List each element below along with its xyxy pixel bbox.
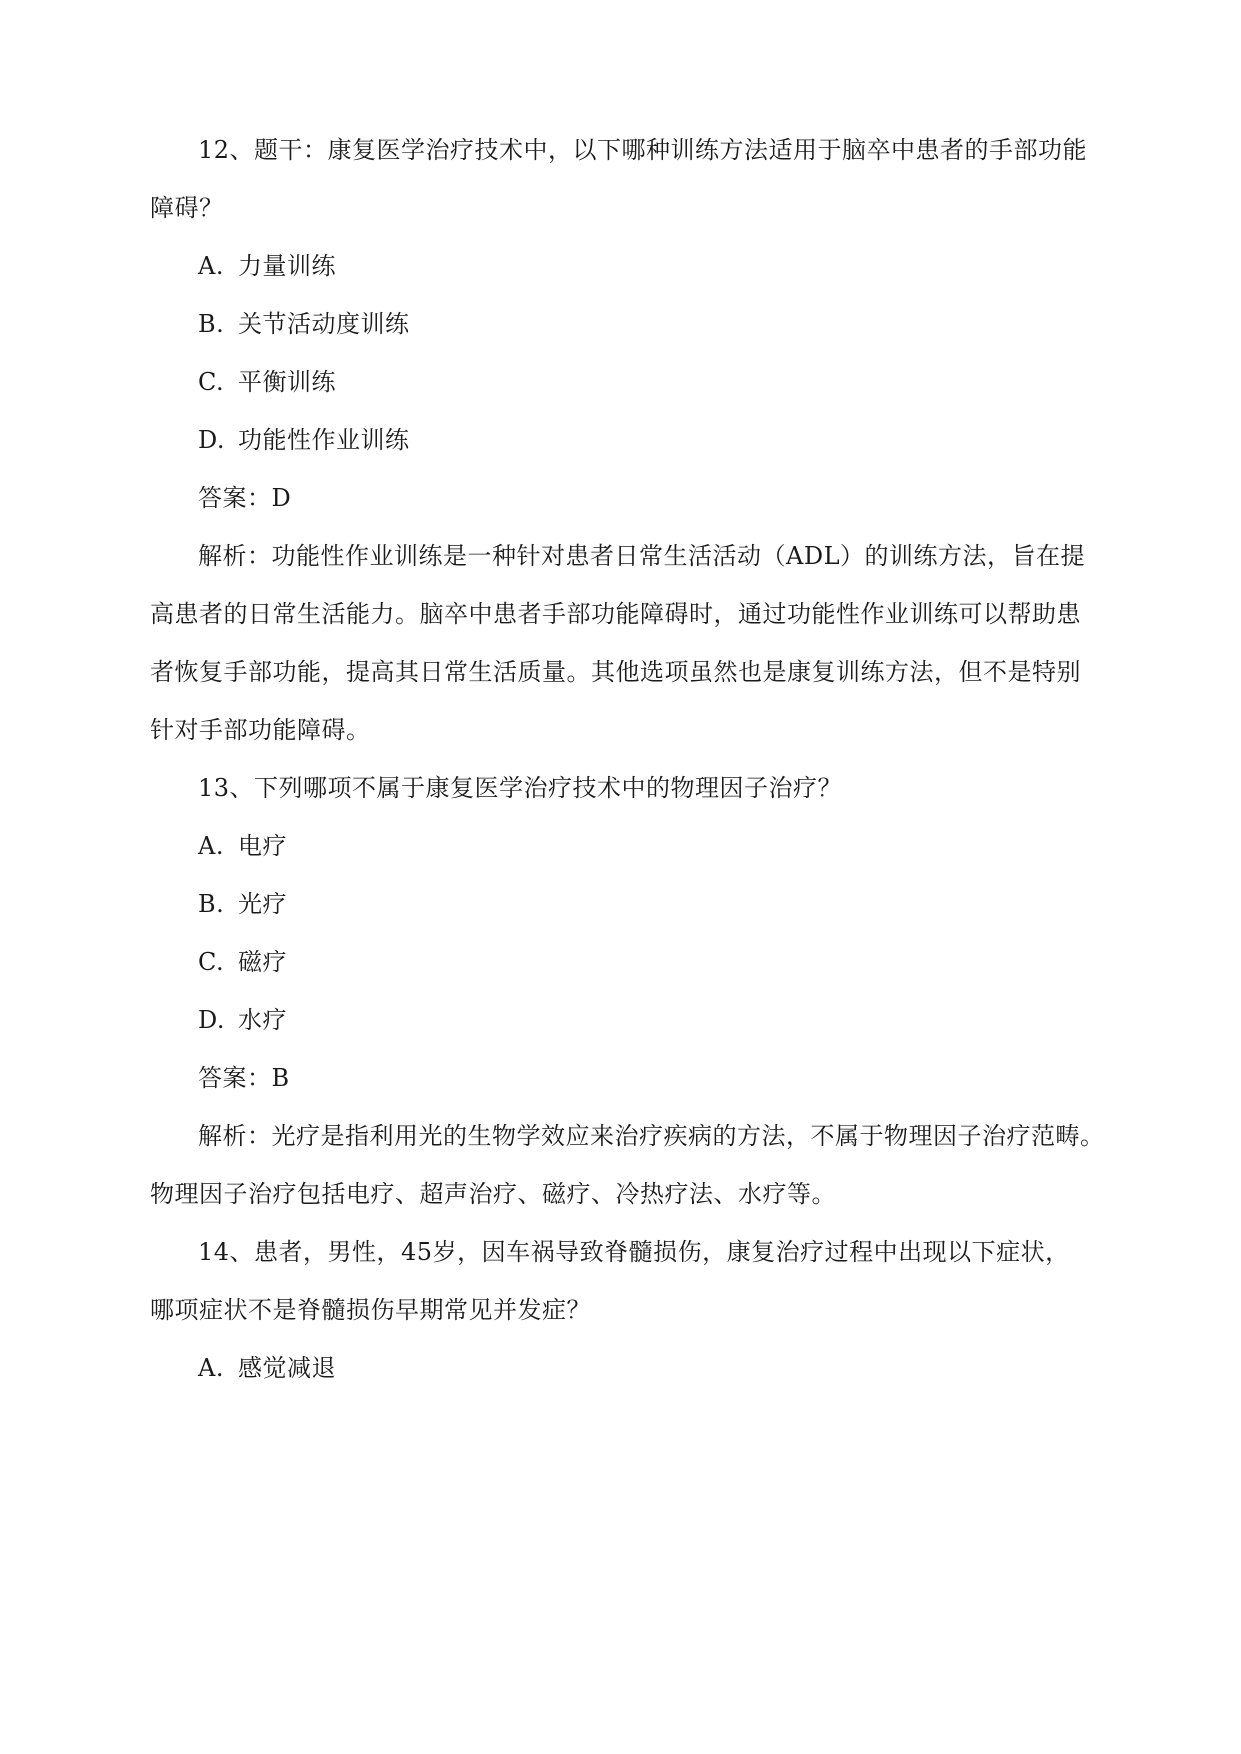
question-13-option-b <box>198 888 1138 920</box>
question-12-answer: 答案：D <box>198 484 292 512</box>
option-letter: C. <box>198 948 225 976</box>
option-letter: B. <box>198 310 225 338</box>
question-12-analysis-line-4: 针对手部功能障碍。 <box>150 716 371 744</box>
question-13-option-a <box>198 830 1138 862</box>
question-13-analysis-line-1: 解析：光疗是指利用光的生物学效应来治疗疾病的方法，不属于物理因子治疗范畴。 <box>198 1122 1105 1150</box>
option-letter: B. <box>198 890 225 918</box>
option-text: 水疗 <box>238 1006 287 1034</box>
question-13-option-c <box>198 946 1138 978</box>
question-14-stem-line-1: 14、患者，男性，45岁，因车祸导致脊髓损伤，康复治疗过程中出现以下症状， <box>198 1238 1070 1266</box>
option-letter: D. <box>198 426 226 454</box>
option-text: 力量训练 <box>238 252 336 280</box>
question-13-answer: 答案：B <box>198 1064 290 1092</box>
question-12-analysis-line-2: 高患者的日常生活能力。脑卒中患者手部功能障碍时，通过功能性作业训练可以帮助患 <box>150 600 1081 628</box>
question-13-stem: 13、下列哪项不属于康复医学治疗技术中的物理因子治疗？ <box>198 774 843 802</box>
question-13-option-d <box>198 1004 1138 1036</box>
option-text: 平衡训练 <box>238 368 336 396</box>
question-12-analysis-line-3: 者恢复手部功能，提高其日常生活质量。其他选项虽然也是康复训练方法，但不是特别 <box>150 658 1081 686</box>
option-text: 光疗 <box>238 890 287 918</box>
question-14-stem-line-2: 哪项症状不是脊髓损伤早期常见并发症？ <box>150 1296 591 1324</box>
option-letter: A. <box>198 1354 224 1382</box>
question-13-analysis-line-2: 物理因子治疗包括电疗、超声治疗、磁疗、冷热疗法、水疗等。 <box>150 1180 836 1208</box>
option-text: 磁疗 <box>238 948 287 976</box>
question-12-option-d <box>198 424 1138 456</box>
question-12-stem-line-1: 12、题干：康复医学治疗技术中，以下哪种训练方法适用于脑卒中患者的手部功能 <box>198 136 1088 164</box>
option-letter: A. <box>198 252 224 280</box>
question-12-option-b <box>198 308 1138 340</box>
option-text: 感觉减退 <box>238 1354 336 1382</box>
question-12-option-a <box>198 250 1138 282</box>
option-letter: A. <box>198 832 224 860</box>
question-12-option-c <box>198 366 1138 398</box>
option-text: 功能性作业训练 <box>238 426 410 454</box>
question-12-stem-line-2: 障碍？ <box>150 194 224 222</box>
question-12-analysis-line-1: 解析：功能性作业训练是一种针对患者日常生活活动（ADL）的训练方法，旨在提 <box>198 542 1086 570</box>
option-text: 关节活动度训练 <box>238 310 410 338</box>
option-text: 电疗 <box>238 832 287 860</box>
option-letter: C. <box>198 368 225 396</box>
option-letter: D. <box>198 1006 226 1034</box>
question-14-option-a <box>198 1352 1138 1384</box>
